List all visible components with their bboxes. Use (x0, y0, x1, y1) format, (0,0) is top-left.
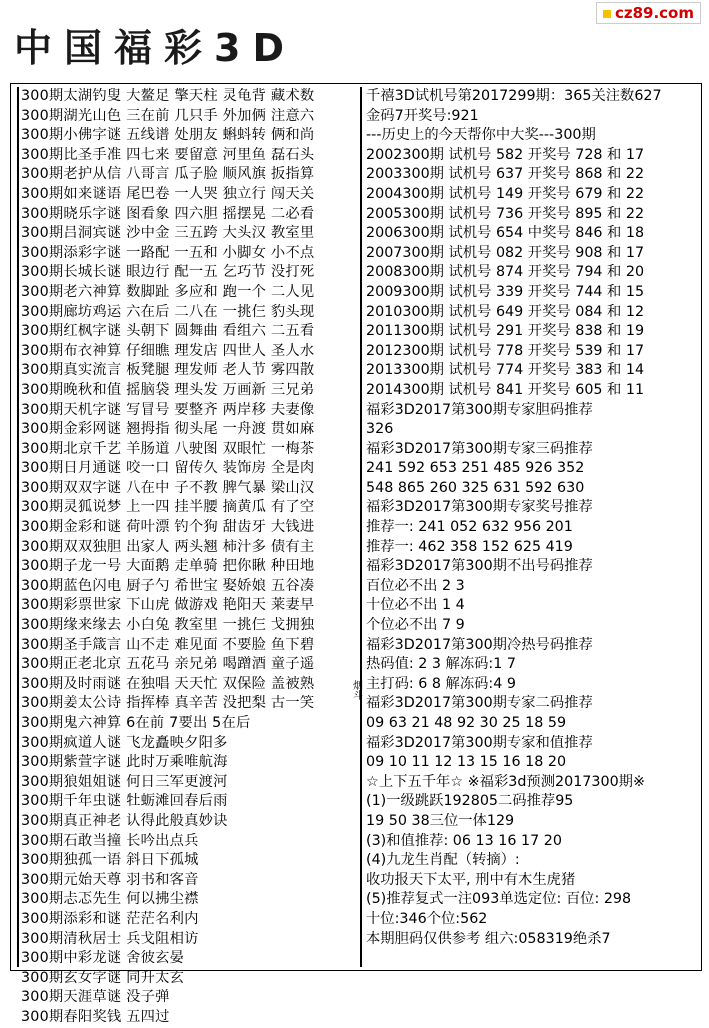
riddle-row: 300期圣手箴言 山不走 难见面 不要脸 鱼下碧 (21, 636, 315, 653)
prediction-line: 福彩3D2017第300期不出号码推荐 (366, 558, 593, 575)
riddle-row: 300期忐忑先生 何以拂尘襟 (21, 891, 199, 908)
riddle-row: 300期子龙一号 大面鹅 走单骑 把你瞅 种田地 (21, 558, 315, 575)
riddle-row: 300期紫萱字谜 此时万乘唯航海 (21, 754, 228, 771)
prediction-line: 2005300期 试机号 736 开奖号 895 和 22 (366, 205, 645, 222)
prediction-line: 福彩3D2017第300期冷热号码推荐 (366, 636, 593, 653)
riddle-row: 300期金彩网谜 翘拇指 彻头尾 一舟渡 贯如麻 (21, 421, 315, 438)
prediction-panel (360, 87, 702, 967)
riddle-row: 300期红枫字谜 头朝下 圆舞曲 看组六 二五看 (21, 323, 315, 340)
prediction-line: 19 50 38三位一体129 (366, 812, 515, 829)
prediction-line: 241 592 653 251 485 926 352 (366, 460, 585, 477)
riddle-row: 300期真正神老 认得此般真妙诀 (21, 812, 228, 829)
prediction-line: 十位必不出 1 4 (366, 597, 465, 614)
prediction-line: 金码7开奖号:921 (366, 107, 479, 124)
riddle-row: 300期日月通谜 咬一口 留传久 装饰房 全是肉 (21, 460, 315, 477)
riddle-row: 300期春阳奖钱 五四过 (21, 1008, 170, 1025)
prediction-line: 推荐一: 241 052 632 956 201 (366, 519, 573, 536)
riddle-row: 300期长城长谜 眼边行 配一五 乞巧节 没打死 (21, 264, 315, 281)
riddle-row: 300期北京千艺 羊肠道 八驶图 双眼忙 一梅茶 (21, 440, 315, 457)
riddle-row: 300期双双独胆 出家人 两头翘 柿汁多 债有主 (21, 538, 315, 555)
prediction-line: 09 63 21 48 92 30 25 18 59 (366, 715, 567, 731)
riddle-row: 300期玄女字谜 同升太玄 (21, 969, 185, 986)
prediction-line: 2010300期 试机号 649 开奖号 084 和 12 (366, 303, 645, 320)
riddle-row: 300期布衣神算 仔细瞧 理发店 四世人 圣人水 (21, 342, 315, 359)
riddle-row: 300期添彩字谜 一路配 一五和 小脚女 小不点 (21, 244, 315, 261)
prediction-line: ☆上下五千年☆ ※福彩3d预测2017300期※ (366, 773, 645, 790)
riddle-row: 300期晚秋和值 摇脑袋 理头发 万画新 三兄弟 (21, 381, 315, 398)
riddle-row: 300期正老北京 五花马 亲兄弟 喝蹭酒 童子遥 (21, 656, 315, 673)
riddle-row: 300期小佛字谜 五线谱 处朋友 蝌蚪转 俩和尚 (21, 127, 315, 144)
prediction-line: 收功报天下太平, 刑中有木生虎猪 (366, 871, 576, 888)
riddle-row: 300期千年虫谜 牡蛎滩回春后雨 (21, 793, 228, 810)
riddle-row: 300期如来谜语 尾巴卷 一人哭 独立行 闯天关 (21, 185, 315, 202)
prediction-line: 福彩3D2017第300期专家胆码推荐 (366, 401, 593, 418)
riddle-row: 300期及时雨谜 在独唱 天天忙 双保险 盖被熟 (21, 675, 315, 692)
riddle-row: 300期天机字谜 写冒号 要整齐 两岸移 夫妻像 (21, 401, 315, 418)
riddle-row: 300期太湖钓叟 大鳌足 擎天柱 灵龟背 藏术数 (21, 88, 315, 104)
prediction-line: (4)九龙生肖配（转摘）: (366, 852, 520, 869)
prediction-line: 热码值: 2 3 解冻码:1 7 (366, 656, 516, 673)
brand-label: cz89.com (614, 4, 694, 22)
riddle-row: 300期老六神算 数脚趾 多应和 跑一个 二人见 (21, 283, 315, 300)
riddle-row: 300期彩票世家 下山虎 做游戏 艳阳天 莱妻早 (21, 597, 315, 614)
riddle-row: 300期真实流言 板凳腿 理发师 老人节 雾四散 (21, 362, 315, 379)
prediction-line: 2003300期 试机号 637 开奖号 868 和 22 (366, 166, 645, 183)
prediction-line: (1)一级跳跃192805二码推荐95 (366, 793, 574, 810)
prediction-line: 2011300期 试机号 291 开奖号 838 和 19 (366, 323, 645, 340)
riddle-row: 300期鬼六神算 6在前 7要出 5在后 (21, 715, 251, 731)
riddle-row: 300期天涯草谜 没子弹 (21, 989, 170, 1006)
prediction-line: 千禧3D试机号第2017299期：365关注数627 (366, 88, 662, 104)
prediction-line: 福彩3D2017第300期专家二码推荐 (366, 695, 593, 712)
riddle-row: 300期缘来缘去 小白兔 教室里 一挑仨 戈拥独 (21, 617, 315, 634)
page-header (0, 0, 709, 70)
brand-dot-icon (603, 10, 611, 18)
prediction-line: 百位必不出 2 3 (366, 577, 465, 594)
prediction-line: 2006300期 试机号 654 中奖号 846 和 18 (366, 225, 645, 242)
riddle-row: 300期独孤一语 斜日下孤城 (21, 852, 199, 869)
riddle-row: 300期中彩龙谜 舍彼玄晏 (21, 950, 185, 967)
prediction-line: 2008300期 试机号 874 开奖号 794 和 20 (366, 264, 645, 281)
riddle-row: 300期晓乐字谜 图看象 四六胆 摇摆晃 二必看 (21, 205, 315, 222)
prediction-line: 主打码: 6 8 解冻码:4 9 (366, 675, 516, 692)
riddle-row: 300期廊坊鸡运 六在后 二八在 一挑仨 豹头现 (21, 303, 315, 320)
prediction-line: 个位必不出 7 9 (366, 617, 465, 634)
riddle-row: 300期狼姐姐谜 何日三军更渡河 (21, 773, 228, 790)
riddle-row: 300期添彩和谜 茫茫名利内 (21, 910, 199, 927)
prediction-line: 2002300期 试机号 582 开奖号 728 和 17 (366, 146, 645, 163)
prediction-line: 2004300期 试机号 149 开奖号 679 和 22 (366, 185, 645, 202)
riddle-list (17, 87, 355, 1025)
riddle-row: 300期姜太公诗 指挥棒 真辛苦 没把梨 古一笑 (21, 695, 315, 712)
riddle-row: 300期比圣手准 四七来 要留意 河里鱼 磊石头 (21, 146, 315, 163)
riddle-row: 300期金彩和谜 荷叶漂 钓个狗 甜齿牙 大钱进 (21, 519, 315, 536)
prediction-line: 福彩3D2017第300期专家奖号推荐 (366, 499, 593, 516)
prediction-line: (3)和值推荐: 06 13 16 17 20 (366, 832, 562, 849)
prediction-line: 本期胆码仅供参考 组六:058319绝杀7 (366, 930, 611, 947)
riddle-row: 300期双双字谜 八在中 子不教 脾气暴 梁山汉 (21, 479, 315, 496)
prediction-line: 2013300期 试机号 774 开奖号 383 和 14 (366, 362, 645, 379)
prediction-line: 326 (366, 421, 394, 438)
prediction-line: 十位:346个位:562 (366, 910, 488, 927)
prediction-line: 2007300期 试机号 082 开奖号 908 和 17 (366, 244, 645, 261)
riddle-row: 300期灵狐说梦 上一四 挂半腰 摘黄瓜 有了空 (21, 499, 315, 516)
prediction-line: ---历史上的今天帮你中大奖---300期 (366, 127, 596, 144)
page-title: 中国福彩3D (14, 26, 296, 70)
brand-badge[interactable] (596, 2, 701, 24)
riddle-row: 300期吕洞宾谜 沙中金 三五跨 大头汉 教室里 (21, 225, 315, 242)
divider-note: 烟斗 (353, 681, 363, 702)
riddle-row: 300期疯道人谜 飞龙矗映夕阳多 (21, 734, 228, 751)
prediction-line: 福彩3D2017第300期专家三码推荐 (366, 440, 593, 457)
prediction-line: 推荐一: 462 358 152 625 419 (366, 538, 573, 555)
riddle-row: 300期清秋居士 兵戈阻相访 (21, 930, 199, 947)
prediction-line: 2009300期 试机号 339 开奖号 744 和 15 (366, 283, 645, 300)
riddle-row: 300期石敢当撞 长吟出点兵 (21, 832, 199, 849)
prediction-line: 2014300期 试机号 841 开奖号 605 和 11 (366, 381, 645, 398)
prediction-line: 09 10 11 12 13 15 16 18 20 (366, 754, 567, 771)
prediction-line: (5)推荐复式一注093单选定位: 百位: 298 (366, 891, 632, 908)
riddle-row: 300期湖光山色 三在前 几只手 外加俩 注意六 (21, 107, 315, 124)
prediction-line: 548 865 260 325 631 592 630 (366, 479, 585, 496)
prediction-line: 福彩3D2017第300期专家和值推荐 (366, 734, 593, 751)
riddle-row: 300期元始天尊 羽书和客音 (21, 871, 199, 888)
riddle-row: 300期蓝色闪电 厨子勺 希世宝 娶娇娘 五谷凑 (21, 577, 315, 594)
riddle-row: 300期老护从信 八哥言 瓜子脸 顺风旗 扳指算 (21, 166, 315, 183)
prediction-line: 2012300期 试机号 778 开奖号 539 和 17 (366, 342, 645, 359)
